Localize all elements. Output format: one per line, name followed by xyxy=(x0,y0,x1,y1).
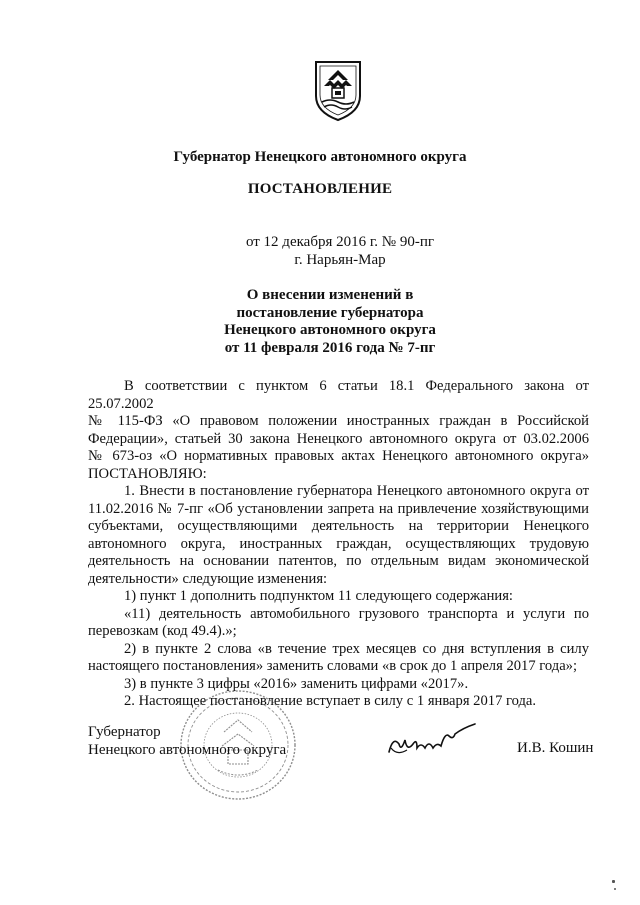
text-line: 1. Внести в постановление губернатора Ненецкого автономного округа от xyxy=(124,483,589,499)
text-line: 11.02.2016 № 7-пг «Об установлении запрета на привлечение хозяйствующими xyxy=(88,500,589,517)
title-line: О внесении изменений в xyxy=(246,287,414,303)
text-line: субъектами, осуществляющими деятельность на территории Ненецкого xyxy=(88,518,589,534)
text-line: 2) в пункте 2 слова «в течение трех месяцев со дня вступления в силу xyxy=(124,640,589,657)
item-2-paragraph xyxy=(88,693,589,711)
document-type: ПОСТАНОВЛЕНИЕ xyxy=(247,181,393,197)
text-line: деятельности» следующие изменения: xyxy=(88,570,328,587)
title-line: постановление губернатора xyxy=(236,304,424,321)
handwritten-signature xyxy=(383,722,479,762)
coat-of-arms-icon xyxy=(312,58,364,122)
scan-speck xyxy=(614,888,616,890)
subitem-3 xyxy=(88,676,589,694)
preamble-paragraph xyxy=(88,378,589,483)
subitem-2 xyxy=(88,641,589,676)
text-line: 2. Настоящее постановление вступает в силу с 1 января 2017 года. xyxy=(124,693,537,709)
position-line: Ненецкого автономного округа xyxy=(88,742,287,758)
signatory-position xyxy=(88,723,286,759)
signatory-name: И.В. Кошин xyxy=(517,740,594,756)
text-line: В соответствии с пунктом 6 статьи 18.1 Федерального закона от 25.07.2002 xyxy=(88,378,589,412)
position-line: Губернатор xyxy=(88,724,161,740)
text-line: 1) пункт 1 дополнить подпунктом 11 следующего содержания: xyxy=(124,588,513,604)
decree-word: ПОСТАНОВЛЯЮ: xyxy=(88,465,207,482)
text-line: автономного округа, иностранных граждан, осуществляющих трудовую xyxy=(88,535,589,552)
title-line: Ненецкого автономного округа xyxy=(224,322,436,338)
text-line: № 115-ФЗ «О правовом положении иностранных граждан в Российской xyxy=(88,413,589,429)
text-line: № 673-оз «О нормативных правовых актах Ненецкого автономного округа» xyxy=(88,448,589,464)
item-1-paragraph xyxy=(88,483,589,588)
text-line: «11) деятельность автомобильного грузового транспорта и услуги по xyxy=(124,605,589,622)
scan-speck xyxy=(612,880,615,883)
title-line: от 11 февраля 2016 года № 7-пг xyxy=(224,339,436,356)
text-line: Федерации», статьей 30 закона Ненецкого автономного округа от 03.02.2006 xyxy=(88,430,589,447)
text-line: настоящего постановления» заменить словами «в срок до 1 апреля 2017 года»; xyxy=(88,658,578,674)
city: г. Нарьян-Мар xyxy=(294,252,386,268)
text-line: перевозкам (код 49.4).»; xyxy=(88,623,237,639)
date-number: от 12 декабря 2016 г. № 90-пг xyxy=(245,234,435,250)
text-line: деятельность на основании патентов, по отдельным видам экономической xyxy=(88,553,589,569)
document-body xyxy=(88,378,589,711)
document-title xyxy=(0,287,640,357)
subitem-1 xyxy=(88,588,589,606)
subitem-1-quote xyxy=(88,606,589,641)
issuing-authority: Губернатор Ненецкого автономного округа xyxy=(173,149,467,165)
text-line: 3) в пункте 3 цифры «2016» заменить цифрами «2017». xyxy=(124,675,469,692)
